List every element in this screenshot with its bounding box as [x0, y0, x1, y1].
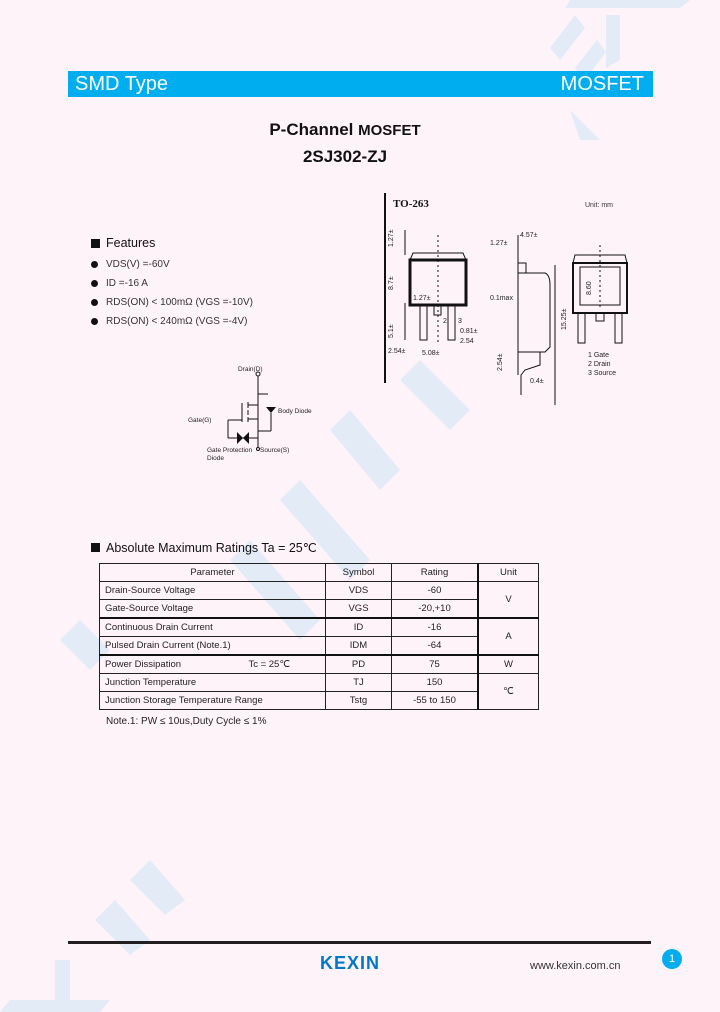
parameter-text: Power Dissipation [105, 659, 182, 670]
condition-text: Tc = 25℃ [248, 659, 290, 670]
square-bullet-icon [91, 543, 100, 552]
svg-text:8.60: 8.60 [586, 281, 593, 295]
bullet-icon [91, 261, 98, 268]
header-type-label: SMD Type [75, 73, 168, 95]
part-number-text: 2SJ302-ZJ [302, 147, 388, 166]
cell-rating: -55 to 150 [392, 692, 479, 710]
cell-unit: V [478, 582, 539, 619]
svg-text:4.57±: 4.57± [520, 232, 538, 239]
package-outline-drawing-icon [385, 215, 645, 405]
table-row [100, 600, 539, 619]
col-rating: Rating [392, 564, 479, 582]
page-number-badge: 1 [662, 949, 682, 969]
cell-parameter: Drain-Source Voltage [100, 582, 326, 600]
header-category-label: MOSFET [560, 73, 644, 95]
footer-divider [68, 941, 651, 944]
svg-text:0.4±: 0.4± [530, 378, 544, 385]
package-name: TO-263 [393, 198, 429, 210]
svg-text:2.54: 2.54 [460, 338, 474, 345]
cell-rating: -16 [392, 618, 479, 637]
ratings-note: Note.1: PW ≤ 10us,Duty Cycle ≤ 1% [106, 716, 267, 727]
svg-text:2 Drain: 2 Drain [588, 361, 611, 368]
feature-text: RDS(ON) < 240mΩ (VGS =-4V) [106, 316, 248, 327]
svg-text:3 Source: 3 Source [588, 370, 617, 377]
svg-text:2: 2 [443, 318, 447, 325]
svg-text:3: 3 [458, 318, 462, 325]
cell-symbol: Tstg [326, 692, 392, 710]
svg-text:15.25±: 15.25± [561, 308, 568, 330]
svg-text:5.1±: 5.1± [388, 324, 395, 338]
ratings-heading [91, 540, 317, 555]
table-row [100, 618, 539, 637]
bullet-icon [91, 280, 98, 287]
channel-type: P-Channel [269, 120, 354, 139]
device-type: MOSFET [358, 122, 421, 139]
cell-rating: -20,+10 [392, 600, 479, 619]
cell-rating: 150 [392, 674, 479, 692]
features-section [91, 236, 253, 331]
table-row [100, 637, 539, 656]
cell-symbol: TJ [326, 674, 392, 692]
svg-text:0.1max: 0.1max [490, 295, 513, 302]
ratings-heading-text: Absolute Maximum Ratings Ta = 25℃ [106, 541, 317, 555]
feature-text: ID =-16 A [106, 278, 148, 289]
col-parameter: Parameter [100, 564, 326, 582]
feature-item [91, 293, 253, 312]
package-unit: Unit: mm [585, 202, 613, 209]
website-link[interactable]: www.kexin.com.cn [530, 960, 621, 972]
header-bar [68, 71, 653, 97]
cell-parameter: Junction Storage Temperature Range [100, 692, 326, 710]
svg-text:5.08±: 5.08± [422, 350, 440, 357]
product-title [0, 120, 720, 140]
svg-text:0.81±: 0.81± [460, 328, 478, 335]
part-number [0, 147, 720, 167]
cell-parameter [100, 655, 326, 674]
svg-text:Body Diode: Body Diode [278, 408, 312, 415]
cell-rating: 75 [392, 655, 479, 674]
table-row [100, 655, 539, 674]
cell-symbol: PD [326, 655, 392, 674]
table-row [100, 582, 539, 600]
table-row [100, 692, 539, 710]
feature-item [91, 255, 253, 274]
mosfet-schematic-icon [180, 360, 340, 470]
cell-symbol: VDS [326, 582, 392, 600]
bullet-icon [91, 299, 98, 306]
cell-parameter: Pulsed Drain Current (Note.1) [100, 637, 326, 656]
svg-text:Diode: Diode [207, 455, 224, 462]
cell-rating: -64 [392, 637, 479, 656]
cell-parameter: Gate-Source Voltage [100, 600, 326, 619]
svg-text:Gate Protection: Gate Protection [207, 447, 253, 454]
col-unit: Unit [478, 564, 539, 582]
svg-text:1 Gate: 1 Gate [588, 352, 610, 359]
bullet-icon [91, 318, 98, 325]
cell-parameter: Junction Temperature [100, 674, 326, 692]
table-row [100, 674, 539, 692]
cell-rating: -60 [392, 582, 479, 600]
kexin-logo: KEXIN [320, 953, 381, 973]
svg-text:1.27±: 1.27± [388, 229, 395, 247]
features-heading: Features [106, 236, 156, 250]
cell-symbol: VGS [326, 600, 392, 619]
svg-text:Drain(D): Drain(D) [238, 366, 263, 373]
ratings-table [99, 563, 539, 710]
cell-unit: A [478, 618, 539, 655]
svg-text:2.54±: 2.54± [388, 348, 406, 355]
cell-parameter: Continuous Drain Current [100, 618, 326, 637]
cell-unit: ℃ [478, 674, 539, 710]
cell-symbol: IDM [326, 637, 392, 656]
svg-text:Source(S): Source(S) [260, 447, 290, 454]
svg-text:Gate(G): Gate(G) [188, 417, 212, 424]
cell-symbol: ID [326, 618, 392, 637]
svg-text:1.27±: 1.27± [413, 295, 431, 302]
cell-unit: W [478, 655, 539, 674]
svg-text:2.54±: 2.54± [497, 353, 504, 371]
svg-text:8.7±: 8.7± [388, 276, 395, 290]
svg-text:1.27±: 1.27± [490, 240, 508, 247]
feature-item [91, 274, 253, 293]
feature-text: VDS(V) =-60V [106, 259, 170, 270]
square-bullet-icon [91, 239, 100, 248]
table-header-row [100, 564, 539, 582]
feature-item [91, 312, 253, 331]
feature-text: RDS(ON) < 100mΩ (VGS =-10V) [106, 297, 253, 308]
col-symbol: Symbol [326, 564, 392, 582]
